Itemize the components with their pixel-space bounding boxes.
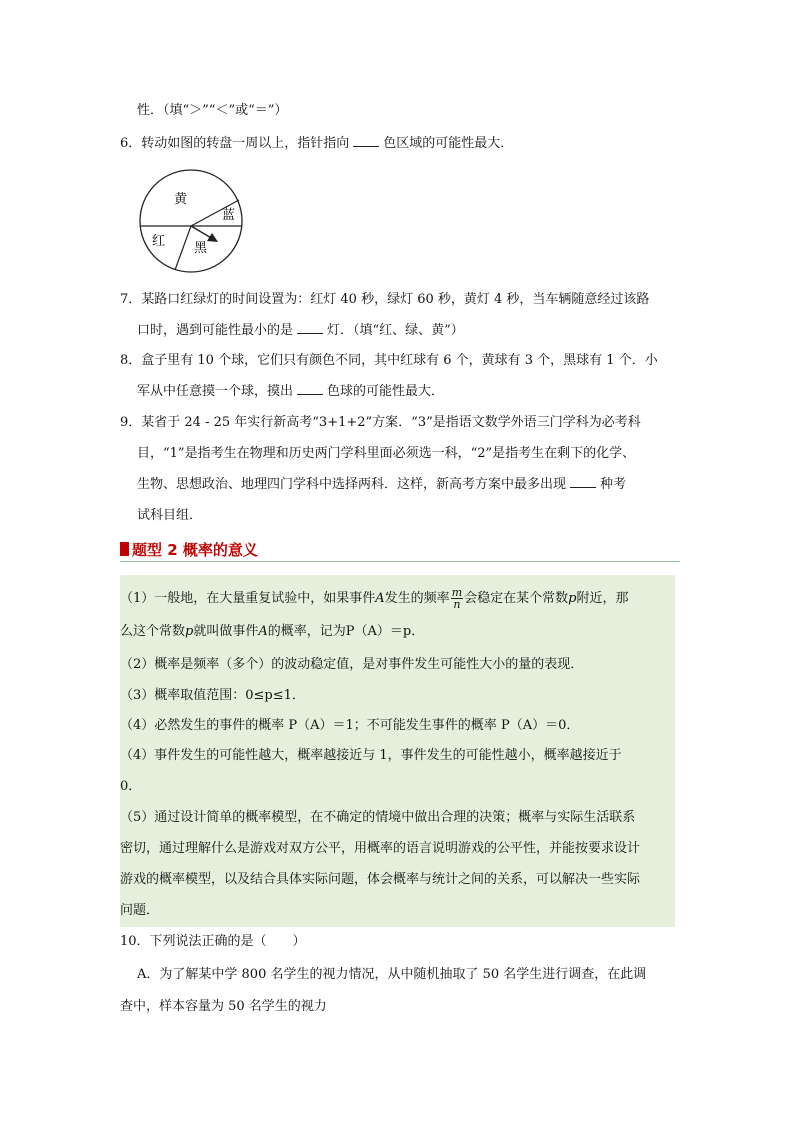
box-point-2: （2）概率是频率（多个）的波动稳定值，是对事件发生可能性大小的量的表现． bbox=[120, 657, 584, 672]
section-title: 题型 2 概率的意义 bbox=[132, 540, 258, 559]
var: A bbox=[375, 591, 385, 606]
section-heading bbox=[120, 538, 258, 560]
question-6 bbox=[120, 134, 513, 154]
heading-marker bbox=[120, 542, 129, 556]
question-number: 8． bbox=[120, 353, 142, 368]
question-number: 6． bbox=[120, 136, 142, 151]
question-number: 7． bbox=[120, 292, 142, 307]
question-10-option-a-line1[interactable]: A．为了解某中学 800 名学生的视力情况，从中随机抽取了 50 名学生进行调查，在此调 bbox=[137, 967, 647, 982]
box-point-6-line4: 问题． bbox=[120, 903, 160, 918]
question-8-line2 bbox=[137, 382, 444, 402]
question-text: 口时，遇到可能性最小的是 bbox=[137, 323, 294, 338]
box-point-1-line1 bbox=[120, 587, 628, 610]
fraction-m-over-n bbox=[451, 587, 463, 610]
question-text-end: 种考 bbox=[600, 477, 627, 492]
heading-divider bbox=[120, 561, 680, 562]
question-number: 9． bbox=[120, 415, 142, 430]
spinner-label-black: 黑 bbox=[194, 241, 208, 256]
box-point-3: （3）概率取值范围：0≤p≤1． bbox=[120, 688, 305, 703]
question-text: 转动如图的转盘一周以上，指针指向 bbox=[141, 136, 350, 151]
knowledge-box bbox=[120, 575, 675, 927]
var: A bbox=[258, 624, 268, 639]
text: （1）一般地，在大量重复试验中，如果事件 bbox=[120, 591, 376, 606]
text: 附近，那 bbox=[576, 591, 629, 606]
question-9-line4: 试科目组． bbox=[137, 508, 203, 523]
box-point-6-line2: 密切，通过理解什么是游戏对双方公平，用概率的语言说明游戏的公平性，并能按要求设计 bbox=[120, 841, 641, 856]
var: p bbox=[185, 624, 194, 639]
question-9-line1 bbox=[120, 413, 641, 433]
text: 发生的频率 bbox=[384, 591, 450, 606]
formula: P（A）＝p． bbox=[345, 624, 425, 639]
text: 的概率，记为 bbox=[267, 624, 346, 639]
box-point-4: （4）必然发生的事件的概率 P（A）＝1；不可能发生事件的概率 P（A）＝0． bbox=[120, 718, 580, 733]
box-point-5-line2: 0． bbox=[120, 779, 142, 794]
question-text: 盒子里有 10 个球，它们只有颜色不同，其中红球有 6 个，黄球有 3 个，黑球有 1 个．小 bbox=[141, 353, 658, 368]
question-10-option-a-line2: 查中，样本容量为 50 名学生的视力 bbox=[120, 999, 327, 1014]
question-text-end: 色球的可能性最大． bbox=[327, 384, 445, 399]
spinner-label-red: 红 bbox=[152, 234, 166, 249]
answer-blank[interactable] bbox=[570, 475, 596, 488]
question-7-line1 bbox=[120, 290, 649, 310]
spinner-label-yellow: 黄 bbox=[174, 192, 188, 207]
text: 会稳定在某个常数 bbox=[464, 591, 569, 606]
text: 就叫做事件 bbox=[193, 624, 259, 639]
prev-question-tail: 性．（填“＞”“＜”或“＝”） bbox=[137, 103, 288, 118]
question-text-end: 色区域的可能性最大． bbox=[383, 136, 514, 151]
box-point-6-line1: （5）通过设计简单的概率模型，在不确定的情境中做出合理的决策；概率与实际生活联系 bbox=[120, 810, 636, 825]
question-8-line1 bbox=[120, 351, 658, 371]
text: 么这个常数 bbox=[120, 624, 186, 639]
answer-blank[interactable] bbox=[353, 134, 379, 147]
question-9-line3 bbox=[137, 475, 626, 495]
fraction-denominator: n bbox=[453, 598, 461, 611]
spinner-diagram bbox=[136, 168, 248, 276]
spinner-label-blue: 蓝 bbox=[222, 208, 236, 223]
var: p bbox=[568, 591, 577, 606]
answer-blank[interactable] bbox=[297, 321, 323, 334]
question-text: 军从中任意摸一个球，摸出 bbox=[137, 384, 294, 399]
question-9-line2: 目，“1”是指考生在物理和历史两门学科里面必须选一科，“2”是指考生在剩下的化学、 bbox=[137, 446, 636, 461]
question-text: 某省于 24 - 25 年实行新高考“3+1+2”方案．“3”是指语文数学外语三门学科为必考科 bbox=[141, 415, 641, 430]
box-point-6-line3: 游戏的概率模型，以及结合具体实际问题，体会概率与统计之间的关系，可以解决一些实际 bbox=[120, 872, 641, 887]
box-point-1-line2 bbox=[120, 622, 424, 642]
box-point-5-line1: （4）事件发生的可能性越大，概率越接近与 1，事件发生的可能性越小，概率越接近于 bbox=[120, 748, 622, 763]
question-10-stem: 10．下列说法正确的是（ ） bbox=[120, 934, 306, 949]
fraction-numerator: m bbox=[451, 586, 463, 599]
question-text: 某路口红绿灯的时间设置为：红灯 40 秒，绿灯 60 秒，黄灯 4 秒，当车辆随意经过该路 bbox=[141, 292, 650, 307]
question-7-line2 bbox=[137, 321, 464, 341]
question-text: 生物、思想政治、地理四门学科中选择两科．这样，新高考方案中最多出现 bbox=[137, 477, 567, 492]
question-text-end: 灯．（填“红、绿、黄”） bbox=[327, 323, 464, 338]
answer-blank[interactable] bbox=[297, 382, 323, 395]
